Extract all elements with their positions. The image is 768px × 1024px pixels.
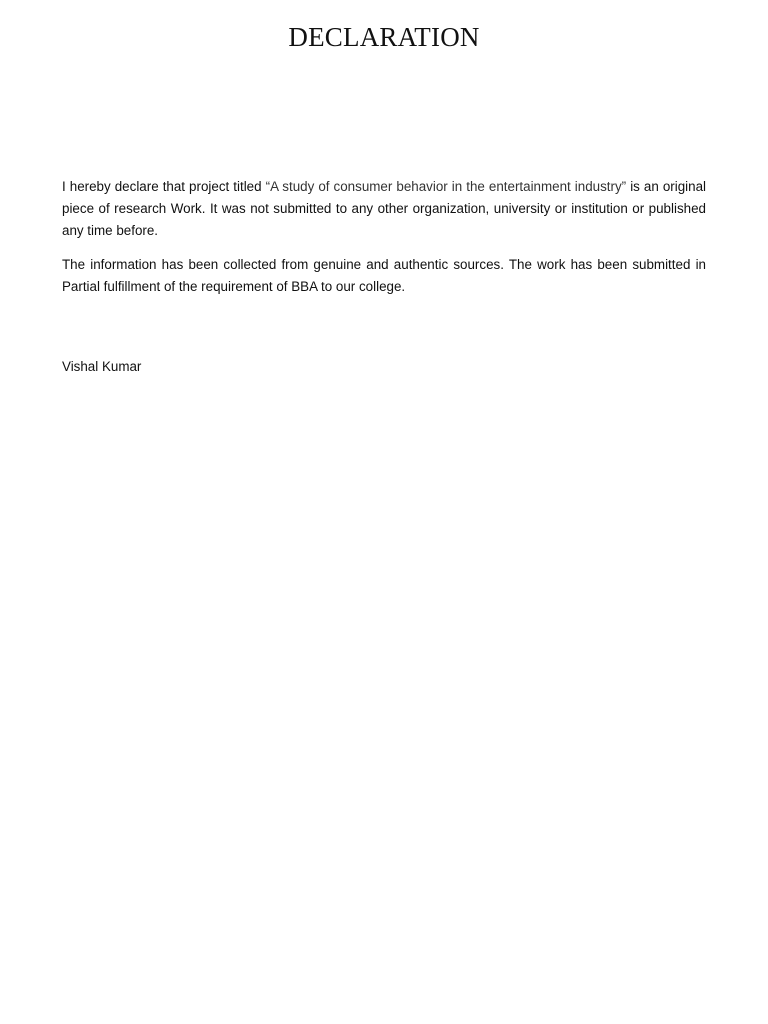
- declaration-body: [62, 176, 706, 310]
- signature-name: Vishal Kumar: [62, 359, 142, 374]
- paragraph-1-rest: is an original piece of research Work. It was not submitted to any other organization, university or institution or published any time before.: [62, 179, 707, 238]
- paragraph-1-intro: I hereby declare that project titled: [62, 179, 266, 194]
- declaration-paragraph-2: The information has been collected from genuine and authentic sources. The work has been submitted in Partial fulfillment of the requirement of BBA to our college.: [62, 257, 706, 294]
- project-title-quote: “A study of consumer behavior in the entertainment industry”: [265, 179, 627, 194]
- declaration-paragraph-1: [62, 176, 706, 242]
- page-title: DECLARATION: [288, 22, 480, 52]
